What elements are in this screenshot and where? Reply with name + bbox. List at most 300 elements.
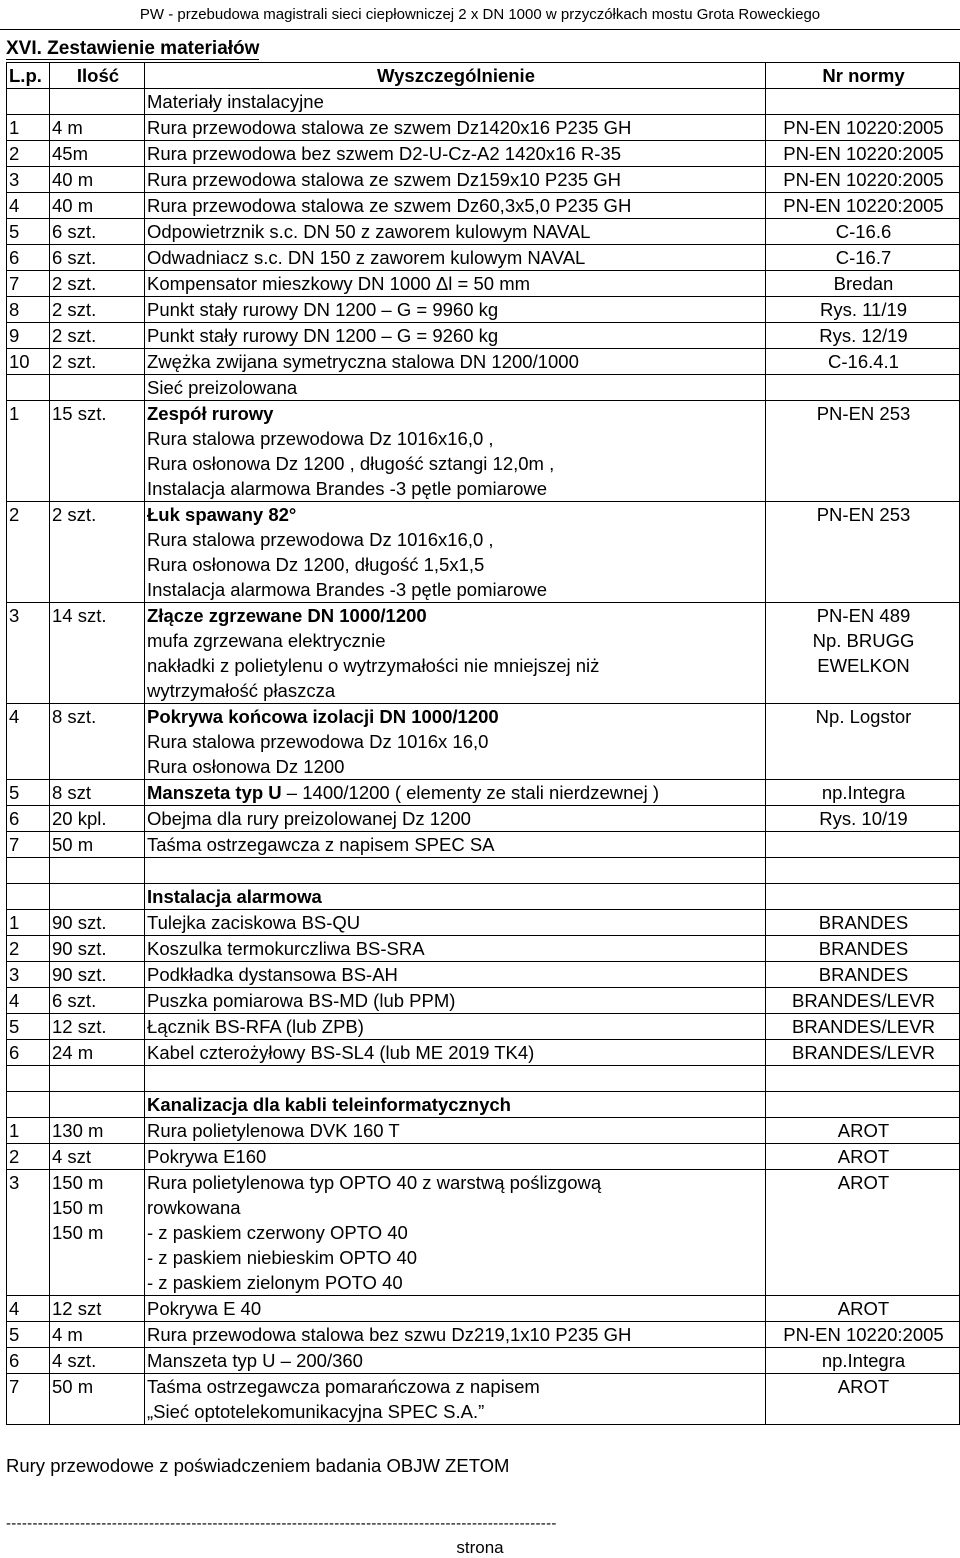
- item-description-line: „Sieć optotelekomunikacyjna SPEC S.A.”: [147, 1401, 485, 1422]
- table-row: [7, 832, 960, 858]
- item-description: [145, 323, 766, 349]
- item-number: 3: [7, 603, 50, 704]
- item-quantity: [50, 988, 145, 1014]
- item-norm: [766, 1014, 960, 1040]
- footer-note: Rury przewodowe z poświadczeniem badania OBJW ZETOM: [6, 1455, 510, 1476]
- item-quantity-line: 2 szt.: [52, 351, 97, 372]
- table-row: [7, 1014, 960, 1040]
- item-quantity: [50, 167, 145, 193]
- item-norm: [766, 1296, 960, 1322]
- item-norm: [766, 603, 960, 704]
- item-number: 1: [7, 401, 50, 502]
- item-description: [145, 806, 766, 832]
- item-quantity: [50, 245, 145, 271]
- item-description: [145, 1014, 766, 1040]
- item-norm-line: AROT: [837, 1146, 890, 1167]
- item-quantity-line: 2 szt.: [52, 299, 97, 320]
- item-quantity: [50, 603, 145, 704]
- item-description-line: Rura przewodowa stalowa bez szwu Dz219,1x10 P235 GH: [147, 1324, 632, 1345]
- item-norm-line: C-16.7: [835, 247, 892, 268]
- item-number: 7: [7, 832, 50, 858]
- group-title-row: [7, 375, 960, 401]
- item-quantity: [50, 1374, 145, 1425]
- group-title: Sieć preizolowana: [145, 375, 766, 401]
- item-description-line: Punkt stały rurowy DN 1200 – G = 9960 kg: [147, 299, 499, 320]
- item-norm-line: BRANDES/LEVR: [792, 1042, 935, 1063]
- item-norm-line: Rys. 11/19: [819, 299, 908, 320]
- item-quantity: [50, 704, 145, 780]
- item-quantity-line: 4 m: [52, 117, 83, 138]
- item-quantity-line: 50 m: [52, 1376, 94, 1397]
- item-quantity: [50, 193, 145, 219]
- table-row: [7, 245, 960, 271]
- item-norm-line: Rys. 12/19: [819, 325, 908, 346]
- item-norm-line: C-16.4.1: [828, 351, 899, 372]
- item-quantity: [50, 806, 145, 832]
- item-description-line: [147, 502, 765, 527]
- item-number: 3: [7, 1170, 50, 1296]
- table-row: [7, 323, 960, 349]
- item-description: [145, 115, 766, 141]
- item-norm-line: EWELKON: [817, 655, 910, 676]
- item-quantity-line: 12 szt: [52, 1298, 102, 1319]
- blank-cell: [7, 858, 50, 884]
- item-quantity: [50, 1322, 145, 1348]
- item-number: 5: [7, 780, 50, 806]
- item-description: [145, 401, 766, 502]
- item-description-line: Tulejka zaciskowa BS-QU: [147, 912, 361, 933]
- item-norm: [766, 1374, 960, 1425]
- item-description-line: Kabel czterożyłowy BS-SL4 (lub ME 2019 TK4): [147, 1042, 535, 1063]
- item-norm: [766, 141, 960, 167]
- table-row: [7, 1170, 960, 1296]
- item-norm: [766, 962, 960, 988]
- table-row: [7, 603, 960, 704]
- item-quantity-line: 130 m: [52, 1120, 104, 1141]
- item-number: 5: [7, 1322, 50, 1348]
- item-quantity-line: 14 szt.: [52, 605, 107, 626]
- item-norm-line: Bredan: [833, 273, 894, 294]
- item-quantity: [50, 1118, 145, 1144]
- item-norm-line: Np. BRUGG: [812, 630, 915, 651]
- table-row: [7, 1322, 960, 1348]
- item-norm: [766, 115, 960, 141]
- empty-cell: [766, 89, 960, 115]
- item-quantity: [50, 349, 145, 375]
- item-quantity-line: 40 m: [52, 195, 94, 216]
- item-norm-line: Rys. 10/19: [819, 808, 908, 829]
- item-norm: [766, 1170, 960, 1296]
- item-norm-line: AROT: [837, 1120, 890, 1141]
- item-quantity-line: 12 szt.: [52, 1016, 107, 1037]
- item-quantity-line: 150 m: [52, 1172, 104, 1193]
- item-description: [145, 1296, 766, 1322]
- item-number: 9: [7, 323, 50, 349]
- item-norm-line: BRANDES: [818, 964, 909, 985]
- item-description-line: Rura przewodowa stalowa ze szwem Dz159x10 P235 GH: [147, 169, 622, 190]
- item-quantity-line: 2 szt.: [52, 504, 97, 525]
- item-norm-line: PN-EN 10220:2005: [783, 195, 944, 216]
- item-quantity-line: 90 szt.: [52, 938, 107, 959]
- item-quantity: [50, 297, 145, 323]
- item-description: [145, 1144, 766, 1170]
- item-quantity: [50, 271, 145, 297]
- item-number: 2: [7, 936, 50, 962]
- item-description-line: Rura stalowa przewodowa Dz 1016x16,0 ,: [147, 529, 494, 550]
- table-row: [7, 349, 960, 375]
- item-number: 4: [7, 704, 50, 780]
- item-number: 4: [7, 193, 50, 219]
- item-norm-line: np.Integra: [821, 1350, 906, 1371]
- item-norm: [766, 910, 960, 936]
- item-number: 4: [7, 988, 50, 1014]
- group-title-row: [7, 1092, 960, 1118]
- blank-row: [7, 858, 960, 884]
- group-title: Instalacja alarmowa: [145, 884, 766, 910]
- item-quantity: [50, 401, 145, 502]
- item-norm: [766, 1118, 960, 1144]
- table-row: [7, 115, 960, 141]
- empty-cell: [50, 375, 145, 401]
- table-row: [7, 1348, 960, 1374]
- item-number: 3: [7, 962, 50, 988]
- header-desc: Wyszczególnienie: [145, 63, 766, 89]
- item-description: [145, 704, 766, 780]
- item-quantity: [50, 1144, 145, 1170]
- item-number: 2: [7, 141, 50, 167]
- item-description-line: Punkt stały rurowy DN 1200 – G = 9260 kg: [147, 325, 499, 346]
- table-row: [7, 806, 960, 832]
- item-description: [145, 962, 766, 988]
- item-norm: [766, 245, 960, 271]
- item-norm: [766, 832, 960, 858]
- item-description-line: Instalacja alarmowa Brandes -3 pętle pomiarowe: [147, 579, 548, 600]
- item-description-line: Instalacja alarmowa Brandes -3 pętle pomiarowe: [147, 478, 548, 499]
- table-row: [7, 219, 960, 245]
- table-row: [7, 1296, 960, 1322]
- item-description: [145, 780, 766, 806]
- table-row: [7, 1040, 960, 1066]
- item-description-line: Rura polietylenowa typ OPTO 40 z warstwą poślizgową: [147, 1172, 602, 1193]
- item-description-line: Rura osłonowa Dz 1200 , długość sztangi 12,0m ,: [147, 453, 555, 474]
- item-norm-line: BRANDES: [818, 938, 909, 959]
- group-title-row: [7, 884, 960, 910]
- item-number: 5: [7, 1014, 50, 1040]
- page-label: strona: [456, 1538, 504, 1557]
- item-description-line: - z paskiem niebieskim OPTO 40: [147, 1247, 418, 1268]
- item-description-line: rowkowana: [147, 1197, 241, 1218]
- item-quantity-line: 45m: [52, 143, 88, 164]
- table-row: [7, 704, 960, 780]
- item-description-line: Zwężka zwijana symetryczna stalowa DN 1200/1000: [147, 351, 579, 372]
- item-norm: [766, 1322, 960, 1348]
- item-number: 7: [7, 271, 50, 297]
- table-row: [7, 141, 960, 167]
- item-norm-line: PN-EN 253: [816, 403, 911, 424]
- item-norm-line: PN-EN 10220:2005: [783, 169, 944, 190]
- item-description-line: Obejma dla rury preizolowanej Dz 1200: [147, 808, 471, 829]
- item-norm-line: PN-EN 253: [816, 504, 911, 525]
- blank-cell: [145, 1066, 766, 1092]
- item-quantity-line: 8 szt.: [52, 706, 97, 727]
- item-quantity-line: 6 szt.: [52, 247, 97, 268]
- item-description: [145, 167, 766, 193]
- item-number: 10: [7, 349, 50, 375]
- item-description-line: Odpowietrznik s.c. DN 50 z zaworem kulowym NAVAL: [147, 221, 591, 242]
- item-quantity-line: 15 szt.: [52, 403, 107, 424]
- item-norm: [766, 1144, 960, 1170]
- item-description-line: mufa zgrzewana elektrycznie: [147, 630, 386, 651]
- item-description: [145, 141, 766, 167]
- item-description: [145, 1322, 766, 1348]
- item-quantity-line: 4 szt: [52, 1146, 92, 1167]
- item-description-line: Rura osłonowa Dz 1200: [147, 756, 345, 777]
- item-number: 1: [7, 1118, 50, 1144]
- item-number: 8: [7, 297, 50, 323]
- header-qty: Ilość: [50, 63, 145, 89]
- item-norm: [766, 271, 960, 297]
- item-norm-line: AROT: [837, 1298, 890, 1319]
- item-quantity-line: 150 m: [52, 1222, 104, 1243]
- table-row: [7, 910, 960, 936]
- item-description-line: Rura osłonowa Dz 1200, długość 1,5x1,5: [147, 554, 485, 575]
- section-title: XVI. Zestawienie materiałów: [6, 38, 260, 59]
- item-norm: [766, 936, 960, 962]
- item-number: 4: [7, 1296, 50, 1322]
- item-quantity-line: 8 szt: [52, 782, 92, 803]
- item-description: [145, 245, 766, 271]
- item-quantity-line: 4 szt.: [52, 1350, 97, 1371]
- empty-cell: [50, 884, 145, 910]
- item-description-line: Manszeta typ U – 200/360: [147, 1350, 363, 1371]
- item-norm: [766, 704, 960, 780]
- blank-cell: [50, 1066, 145, 1092]
- blank-row: [7, 1066, 960, 1092]
- empty-cell: [7, 89, 50, 115]
- blank-cell: [7, 1066, 50, 1092]
- item-norm: [766, 806, 960, 832]
- item-quantity: [50, 115, 145, 141]
- item-norm-line: PN-EN 10220:2005: [783, 143, 944, 164]
- item-description-inline: – 1400/1200 ( elementy ze stali nierdzewnej ): [281, 782, 660, 803]
- item-description: [145, 297, 766, 323]
- item-description-line: [147, 704, 765, 729]
- item-quantity: [50, 1348, 145, 1374]
- group-title-row: [7, 89, 960, 115]
- table-row: [7, 962, 960, 988]
- item-norm-line: AROT: [837, 1172, 890, 1193]
- item-description-line: Rura stalowa przewodowa Dz 1016x16,0 ,: [147, 428, 494, 449]
- item-number: 6: [7, 1040, 50, 1066]
- item-norm-line: PN-EN 10220:2005: [783, 117, 944, 138]
- item-norm-line: BRANDES/LEVR: [792, 990, 935, 1011]
- item-description: [145, 832, 766, 858]
- table-row: [7, 1144, 960, 1170]
- item-norm-line: np.Integra: [821, 782, 906, 803]
- item-quantity: [50, 936, 145, 962]
- item-description-line: Odwadniacz s.c. DN 150 z zaworem kulowym NAVAL: [147, 247, 586, 268]
- header-norm: Nr normy: [766, 63, 960, 89]
- item-description-line: - z paskiem czerwony OPTO 40: [147, 1222, 408, 1243]
- table-row: [7, 193, 960, 219]
- item-norm: [766, 1040, 960, 1066]
- item-quantity: [50, 962, 145, 988]
- item-norm: [766, 502, 960, 603]
- item-norm: [766, 193, 960, 219]
- item-description-line: Łącznik BS-RFA (lub ZPB): [147, 1016, 364, 1037]
- item-norm-line: AROT: [837, 1376, 890, 1397]
- item-description: [145, 349, 766, 375]
- table-row: [7, 780, 960, 806]
- item-description-line: Puszka pomiarowa BS-MD (lub PPM): [147, 990, 456, 1011]
- item-number: 6: [7, 1348, 50, 1374]
- empty-cell: [7, 884, 50, 910]
- table-row: [7, 167, 960, 193]
- item-quantity-line: 2 szt.: [52, 273, 97, 294]
- table-row: [7, 988, 960, 1014]
- item-description-bold: Manszeta typ U: [147, 782, 282, 803]
- empty-cell: [50, 89, 145, 115]
- item-quantity-line: 150 m: [52, 1197, 104, 1218]
- empty-cell: [7, 1092, 50, 1118]
- item-description-line: Taśma ostrzegawcza z napisem SPEC SA: [147, 834, 495, 855]
- item-description-line: [147, 401, 765, 426]
- item-description: [145, 271, 766, 297]
- item-norm: [766, 988, 960, 1014]
- table-row: [7, 401, 960, 502]
- item-norm: [766, 297, 960, 323]
- item-number: 6: [7, 245, 50, 271]
- item-description-line: Rura przewodowa stalowa ze szwem Dz1420x16 P235 GH: [147, 117, 632, 138]
- empty-cell: [766, 1092, 960, 1118]
- item-description-line: Taśma ostrzegawcza pomarańczowa z napisem: [147, 1376, 540, 1397]
- item-quantity-line: 50 m: [52, 834, 94, 855]
- item-quantity: [50, 323, 145, 349]
- item-description-line: Rura polietylenowa DVK 160 T: [147, 1120, 400, 1141]
- materials-table: [6, 62, 960, 1425]
- item-quantity: [50, 141, 145, 167]
- item-quantity-line: 24 m: [52, 1042, 94, 1063]
- item-norm-line: BRANDES: [818, 912, 909, 933]
- item-number: 3: [7, 167, 50, 193]
- item-description-line: [147, 603, 765, 628]
- item-quantity-line: 90 szt.: [52, 912, 107, 933]
- item-quantity: [50, 780, 145, 806]
- item-norm-line: BRANDES/LEVR: [792, 1016, 935, 1037]
- empty-cell: [766, 884, 960, 910]
- item-description-line: Kompensator mieszkowy DN 1000 Δl = 50 mm: [147, 273, 531, 294]
- item-description-line: Rura przewodowa bez szwem D2-U-Cz-A2 1420x16 R-35: [147, 143, 621, 164]
- item-norm: [766, 167, 960, 193]
- item-description: [145, 193, 766, 219]
- item-description-line: nakładki z polietylenu o wytrzymałości nie mniejszej niż: [147, 655, 600, 676]
- item-norm-line: PN-EN 10220:2005: [783, 1324, 944, 1345]
- empty-cell: [50, 1092, 145, 1118]
- item-description-line: Podkładka dystansowa BS-AH: [147, 964, 398, 985]
- item-description-bold: Zespół rurowy: [147, 403, 274, 424]
- document-header: PW - przebudowa magistrali sieci ciepłowniczej 2 x DN 1000 w przyczółkach mostu Grota Roweckiego: [0, 0, 960, 30]
- table-header-row: [7, 63, 960, 89]
- footer-divider: --------------------------------------------------------------------------------------------------------: [6, 1515, 557, 1532]
- item-quantity-line: 90 szt.: [52, 964, 107, 985]
- item-description-line: Pokrywa E 40: [147, 1298, 262, 1319]
- item-number: 7: [7, 1374, 50, 1425]
- item-description-bold: Łuk spawany 82°: [147, 504, 297, 525]
- item-quantity-line: 2 szt.: [52, 325, 97, 346]
- item-description: [145, 219, 766, 245]
- item-number: 2: [7, 502, 50, 603]
- item-description: [145, 910, 766, 936]
- item-norm: [766, 780, 960, 806]
- table-row: [7, 502, 960, 603]
- item-description: [145, 936, 766, 962]
- table-row: [7, 271, 960, 297]
- item-quantity: [50, 1170, 145, 1296]
- blank-cell: [145, 858, 766, 884]
- item-norm-line: Np. Logstor: [815, 706, 912, 727]
- item-norm: [766, 1348, 960, 1374]
- item-norm-line: PN-EN 489: [816, 605, 911, 626]
- blank-cell: [766, 858, 960, 884]
- item-description-bold: Złącze zgrzewane DN 1000/1200: [147, 605, 427, 626]
- item-description-line: Koszulka termokurczliwa BS-SRA: [147, 938, 425, 959]
- item-quantity-line: 20 kpl.: [52, 808, 107, 829]
- item-description: [145, 1170, 766, 1296]
- item-quantity: [50, 1014, 145, 1040]
- item-norm: [766, 401, 960, 502]
- table-row: [7, 936, 960, 962]
- item-quantity-line: 40 m: [52, 169, 94, 190]
- item-quantity: [50, 1296, 145, 1322]
- item-description-line: Rura przewodowa stalowa ze szwem Dz60,3x5,0 P235 GH: [147, 195, 632, 216]
- item-description-line: wytrzymałość płaszcza: [147, 680, 336, 701]
- empty-cell: [7, 375, 50, 401]
- item-quantity: [50, 219, 145, 245]
- item-description: [145, 1374, 766, 1425]
- blank-cell: [50, 858, 145, 884]
- empty-cell: [766, 375, 960, 401]
- group-title: Materiały instalacyjne: [145, 89, 766, 115]
- item-quantity: [50, 832, 145, 858]
- item-description: [145, 502, 766, 603]
- item-number: 1: [7, 910, 50, 936]
- item-quantity: [50, 1040, 145, 1066]
- group-title: Kanalizacja dla kabli teleinformatycznych: [145, 1092, 766, 1118]
- item-number: 5: [7, 219, 50, 245]
- item-quantity-line: 6 szt.: [52, 221, 97, 242]
- item-description-line: Rura stalowa przewodowa Dz 1016x 16,0: [147, 731, 489, 752]
- item-norm-line: C-16.6: [835, 221, 892, 242]
- table-row: [7, 1118, 960, 1144]
- item-quantity-line: 6 szt.: [52, 990, 97, 1011]
- table-row: [7, 297, 960, 323]
- item-description: [145, 988, 766, 1014]
- item-description: [145, 1348, 766, 1374]
- item-description: [145, 1040, 766, 1066]
- item-number: 6: [7, 806, 50, 832]
- header-lp: L.p.: [7, 63, 50, 89]
- item-norm: [766, 219, 960, 245]
- item-norm: [766, 323, 960, 349]
- item-description-line: [147, 780, 765, 805]
- item-number: 1: [7, 115, 50, 141]
- item-description: [145, 603, 766, 704]
- item-norm: [766, 349, 960, 375]
- item-quantity: [50, 910, 145, 936]
- item-description-bold: Pokrywa końcowa izolacji DN 1000/1200: [147, 706, 499, 727]
- item-quantity-line: 4 m: [52, 1324, 83, 1345]
- blank-cell: [766, 1066, 960, 1092]
